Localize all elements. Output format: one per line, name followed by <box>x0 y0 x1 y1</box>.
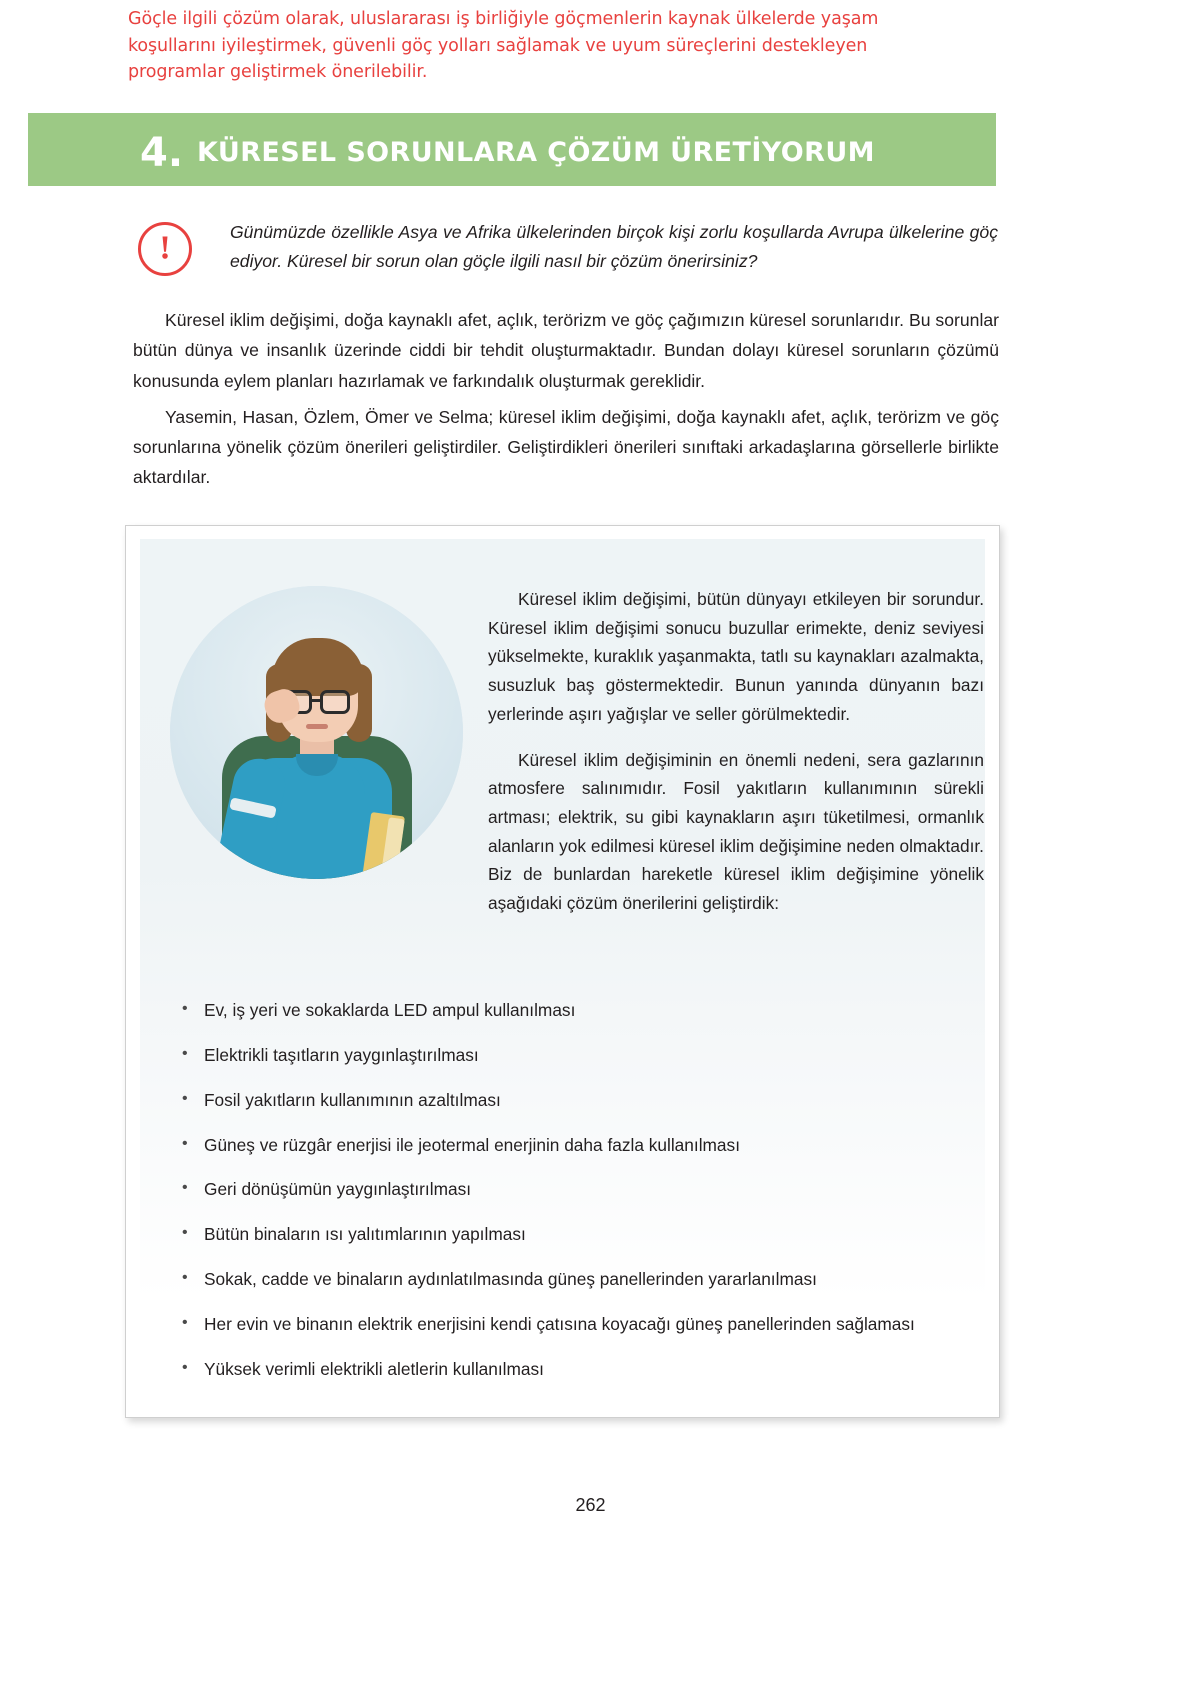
student-response-panel <box>125 525 1000 1418</box>
section-heading-bar <box>28 113 996 186</box>
list-item: • Her evin ve binanın elektrik enerjisini kendi çatısına koyacağı güneş panellerinden sağlaması <box>168 1313 988 1336</box>
list-item: • Fosil yakıtların kullanımının azaltılması <box>168 1089 988 1112</box>
glasses-right-lens <box>320 690 350 714</box>
intro-note: Göçle ilgili çözüm olarak, uluslararası iş birliğiyle göçmenlerin kaynak ülkelerde yaşam koşullarını iyileştirmek, güvenli göç yolları sağlamak ve uyum süreçlerini destekleyen programlar geliştirmek önerilebilir. <box>128 9 879 83</box>
body-paragraphs <box>133 305 999 499</box>
panel-paragraphs <box>488 585 984 935</box>
student-photo <box>170 586 463 879</box>
section-title: KÜRESEL SORUNLARA ÇÖZÜM ÜRETİYORUM <box>197 137 875 168</box>
solution-list <box>168 999 988 1403</box>
body-paragraph-1: Küresel iklim değişimi, doğa kaynaklı afet, açlık, terörizm ve göç çağımızın küresel sorunlarıdır. Bu sorunlar bütün dünya ve insanlık üzerinde ciddi bir tehdit oluşturmaktadır. Bundan dolayı küresel sorunların çözümü konusunda eylem planları hazırlamak ve farkındalık oluşturmak gereklidir. <box>133 310 999 391</box>
list-item: • Ev, iş yeri ve sokaklarda LED ampul kullanılması <box>168 999 988 1022</box>
list-item: • Güneş ve rüzgâr enerjisi ile jeotermal enerjinin daha fazla kullanılması <box>168 1134 988 1157</box>
question-callout <box>138 218 998 275</box>
glasses-bridge <box>312 699 322 702</box>
exclamation-circle-icon <box>138 222 192 276</box>
list-item: • Yüksek verimli elektrikli aletlerin kullanılması <box>168 1358 988 1381</box>
list-item: • Geri dönüşümün yaygınlaştırılması <box>168 1178 988 1201</box>
panel-inner <box>140 539 985 1404</box>
list-item: • Bütün binaların ısı yalıtımlarının yapılması <box>168 1223 988 1246</box>
question-text: Günümüzde özellikle Asya ve Afrika ülkelerinden birçok kişi zorlu koşullarda Avrupa ülkelerine göç ediyor. Küresel bir sorun olan göçle ilgili nasıl bir çözüm önerirsiniz? <box>230 222 998 271</box>
panel-paragraph-1: Küresel iklim değişimi, bütün dünyayı etkileyen bir sorundur. Küresel iklim değişimi sonucu buzullar erimekte, deniz seviyesi yükselmekte, kuraklık yaşanmakta, tatlı su kaynakları azalmakta, susuzluk baş göstermektedir. Bunun yanında dünyanın bazı yerlerinde aşırı yağışlar ve seller görülmektedir. <box>488 589 984 724</box>
body-paragraph-2: Yasemin, Hasan, Özlem, Ömer ve Selma; küresel iklim değişimi, doğa kaynaklı afet, açlık, terörizm ve göç sorunlarına yönelik çözüm önerileri geliştirdiler. Geliştirdikleri önerileri sınıftaki arkadaşlarına görsellerle birlikte aktardılar. <box>133 406 999 488</box>
panel-paragraph-2: Küresel iklim değişiminin en önemli nedeni, sera gazlarının atmosfere salınımıdır. Fosil yakıtların kullanımının sürekli artması; elektrik, su gibi kaynakların aşırı tüketilmesi, ormanlık alanların yok edilmesi küresel iklim değişimine neden olmaktadır. Biz de bunlardan hareketle küresel iklim değişimine yönelik aşağıdaki çözüm önerilerini geliştirdik: <box>488 749 984 914</box>
page-number: 262 <box>575 1495 606 1515</box>
list-item: • Sokak, cadde ve binaların aydınlatılmasında güneş panellerinden yararlanılması <box>168 1268 988 1291</box>
mouth-shape <box>306 724 328 729</box>
section-number: 4. <box>140 129 184 176</box>
list-item: • Elektrikli taşıtların yaygınlaştırılması <box>168 1044 988 1067</box>
